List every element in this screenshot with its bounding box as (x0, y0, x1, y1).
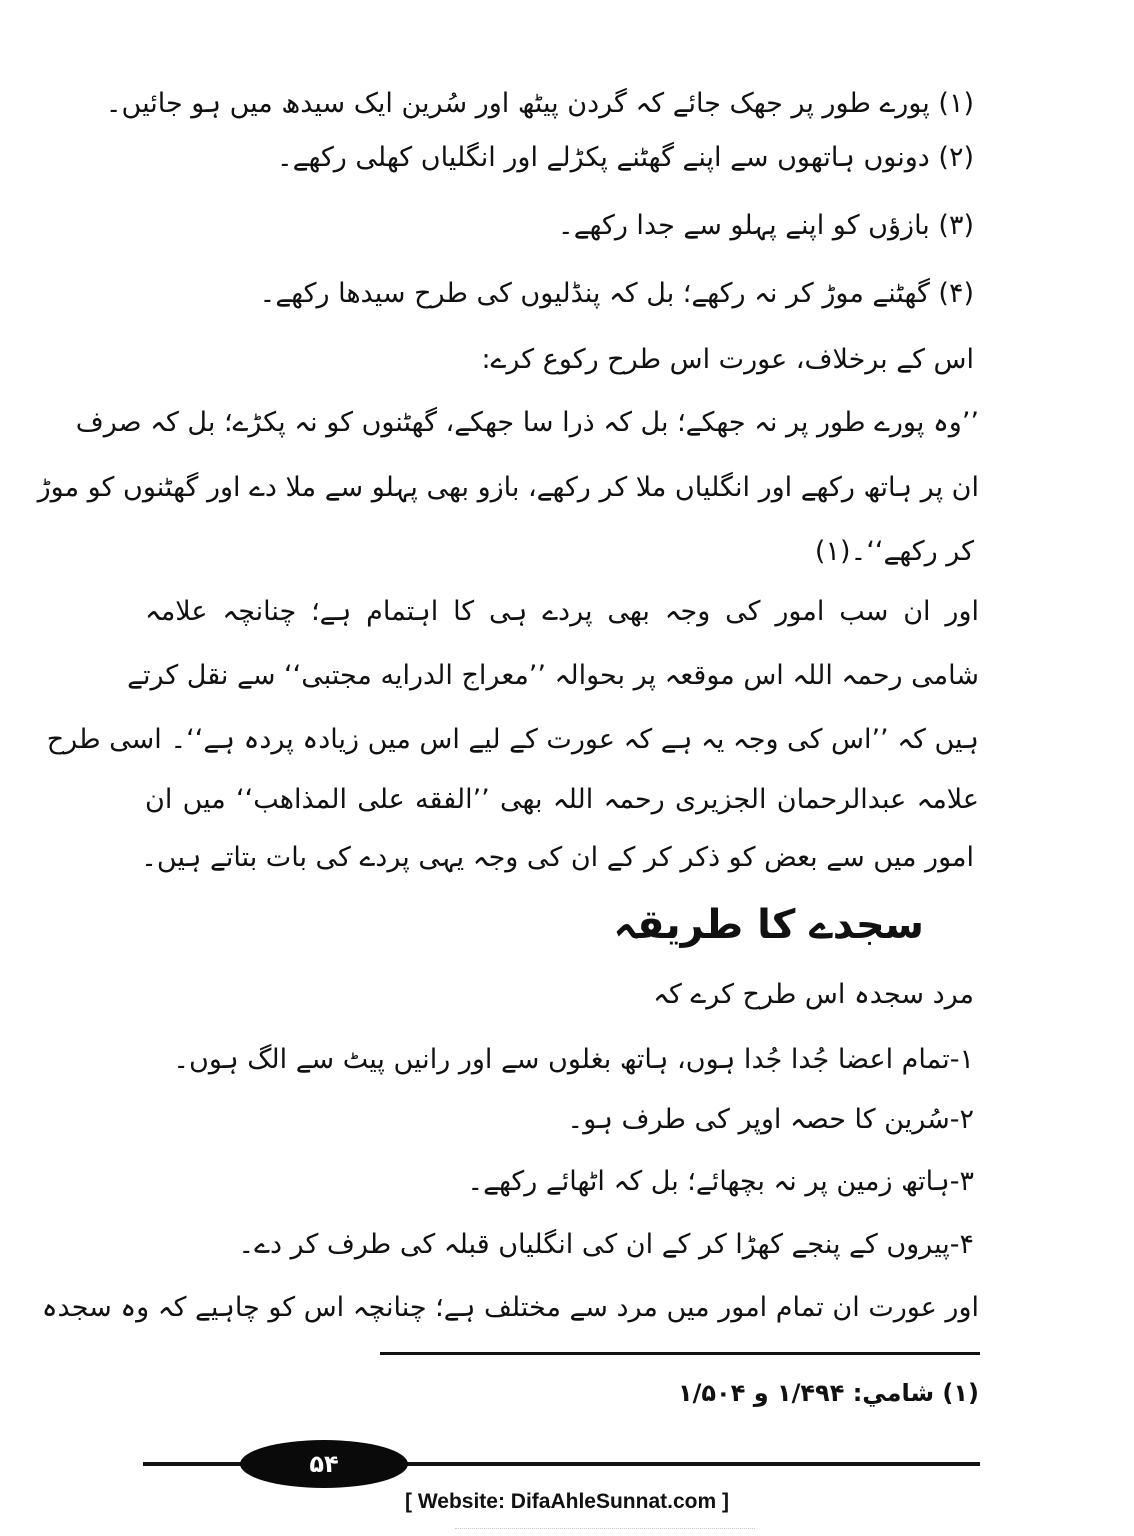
text-line-14: مرد سجدہ اس طرح کرے کہ (653, 979, 974, 1010)
text-line-16: ۲-سُرین کا حصہ اوپر کی طرف ہو۔ (567, 1104, 974, 1135)
text-line-1: (۱) پورے طور پر جھک جائے کہ گردن پیٹھ اور سُرین ایک سیدھ میں ہو جائیں۔ (105, 88, 974, 119)
text-line-19: اور عورت ان تمام امور میں مرد سے مختلف ہے؛ چنانچہ اس کو چاہیے کہ وہ سجدہ (41, 1292, 979, 1323)
footnote-divider (380, 1352, 980, 1355)
text-line-3: (۳) بازؤں کو اپنے پہلو سے جدا رکھے۔ (557, 210, 974, 241)
text-line-8: کر رکھے‘‘۔(۱) (814, 536, 974, 567)
text-line-12: علامہ عبدالرحمان الجزیری رحمہ اللہ بھی ’’الفقه علی المذاهب‘‘ میں ان (145, 784, 979, 815)
footnote: (۱) شامي: ۱/۴۹۴ و ۱/۵۰۴ (677, 1379, 979, 1407)
section-heading: سجدے کا طریقہ (613, 902, 924, 948)
text-line-4: (۴) گھٹنے موڑ کر نہ رکھے؛ بل کہ پنڈلیوں کی طرح سیدھا رکھے۔ (259, 278, 974, 309)
text-line-2: (۲) دونوں ہاتھوں سے اپنے گھٹنے پکڑلے اور انگلیاں کھلی رکھے۔ (276, 142, 974, 173)
text-line-9: اور ان سب امور کی وجہ بھی پردے ہی کا اہتمام ہے؛ چنانچہ علامہ (145, 596, 979, 627)
website-footer: [ Website: DifaAhleSunnat.com ] (405, 1490, 729, 1513)
text-line-18: ۴-پیروں کے پنجے کھڑا کر کے ان کی انگلیاں قبلہ کی طرف کر دے۔ (238, 1229, 974, 1260)
text-line-13: امور میں سے بعض کو ذکر کر کے ان کی وجہ یہی پردے کی بات بتاتے ہیں۔ (141, 842, 974, 873)
text-line-7: ان پر ہاتھ رکھے اور انگلیاں ملا کر رکھے، بازو بھی پہلو سے ملا دے اور گھٹنوں کو موڑ (37, 472, 979, 503)
text-line-15: ۱-تمام اعضا جُدا جُدا ہوں، ہاتھ بغلوں سے اور رانیں پیٹ سے الگ ہوں۔ (173, 1044, 974, 1075)
page-number-badge: ۵۴ (240, 1440, 408, 1488)
scan-artifact-divider (455, 1528, 755, 1535)
text-line-10: شامی رحمہ اللہ اس موقعہ پر بحوالہ ’’معراج الدرایه مجتبی‘‘ سے نقل کرتے (127, 660, 979, 691)
text-line-17: ۳-ہاتھ زمین پر نہ بچھائے؛ بل کہ اٹھائے رکھے۔ (467, 1166, 974, 1197)
text-line-11: ہیں کہ ’’اس کی وجہ یہ ہے کہ عورت کے لیے اس میں زیادہ پردہ ہے‘‘۔ اسی طرح (46, 724, 979, 755)
text-line-6: ’’وہ پورے طور پر نہ جھکے؛ بل کہ ذرا سا جھکے، گھٹنوں کو نہ پکڑے؛ بل کہ صرف (75, 407, 979, 438)
text-line-5: اس کے برخلاف، عورت اس طرح رکوع کرے: (481, 344, 974, 375)
